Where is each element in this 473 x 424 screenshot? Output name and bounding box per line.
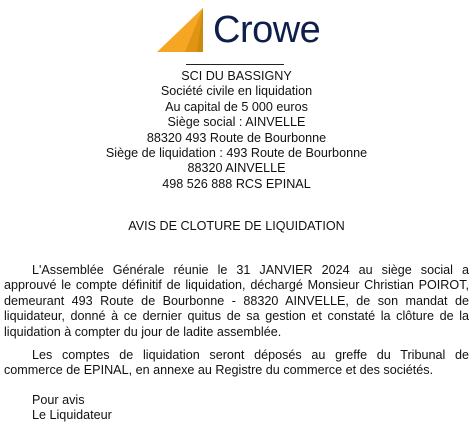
notice-paragraph-1: L'Assemblée Générale réunie le 31 JANVIER 2024 au siège social a approuvé le compte définitif de liquidation, déchargé Monsieur Christian POIROT, demeurant 493 Route de Bourbonne - 88320 AINVELLE, de son mandat de liquidateur, donné à ce dernier quitus de sa gestion et constaté la clôture de la liquidation à compter du jour de ladite assemblée. — [4, 263, 469, 339]
notice-paragraph-2: Les comptes de liquidation seront déposés au greffe du Tribunal de commerce de EPINAL, en annexe au Registre du commerce et des sociétés. — [4, 348, 469, 378]
liquidation-office: Siège de liquidation : 493 Route de Bourbonne — [105, 146, 368, 161]
liquidation-office-city: 88320 AINVELLE — [187, 161, 286, 176]
crowe-triangle-icon — [155, 6, 215, 56]
registered-office: Siège social : AINVELLE — [167, 115, 306, 130]
closing-signature — [32, 393, 112, 424]
rcs-number: 498 526 888 RCS EPINAL — [162, 176, 311, 191]
company-status: Société civile en liquidation — [160, 84, 313, 99]
crowe-logo-text: Crowe — [213, 9, 321, 51]
company-header — [0, 69, 473, 192]
header-divider — [186, 64, 284, 65]
company-capital: Au capital de 5 000 euros — [165, 99, 308, 114]
closing-pour-avis: Pour avis — [32, 393, 85, 407]
registered-office-address: 88320 493 Route de Bourbonne — [146, 130, 327, 145]
crowe-logo — [155, 6, 335, 56]
company-name: SCI DU BASSIGNY — [181, 69, 292, 83]
closing-signatory: Le Liquidateur — [32, 408, 112, 423]
notice-title: AVIS DE CLOTURE DE LIQUIDATION — [128, 219, 345, 233]
